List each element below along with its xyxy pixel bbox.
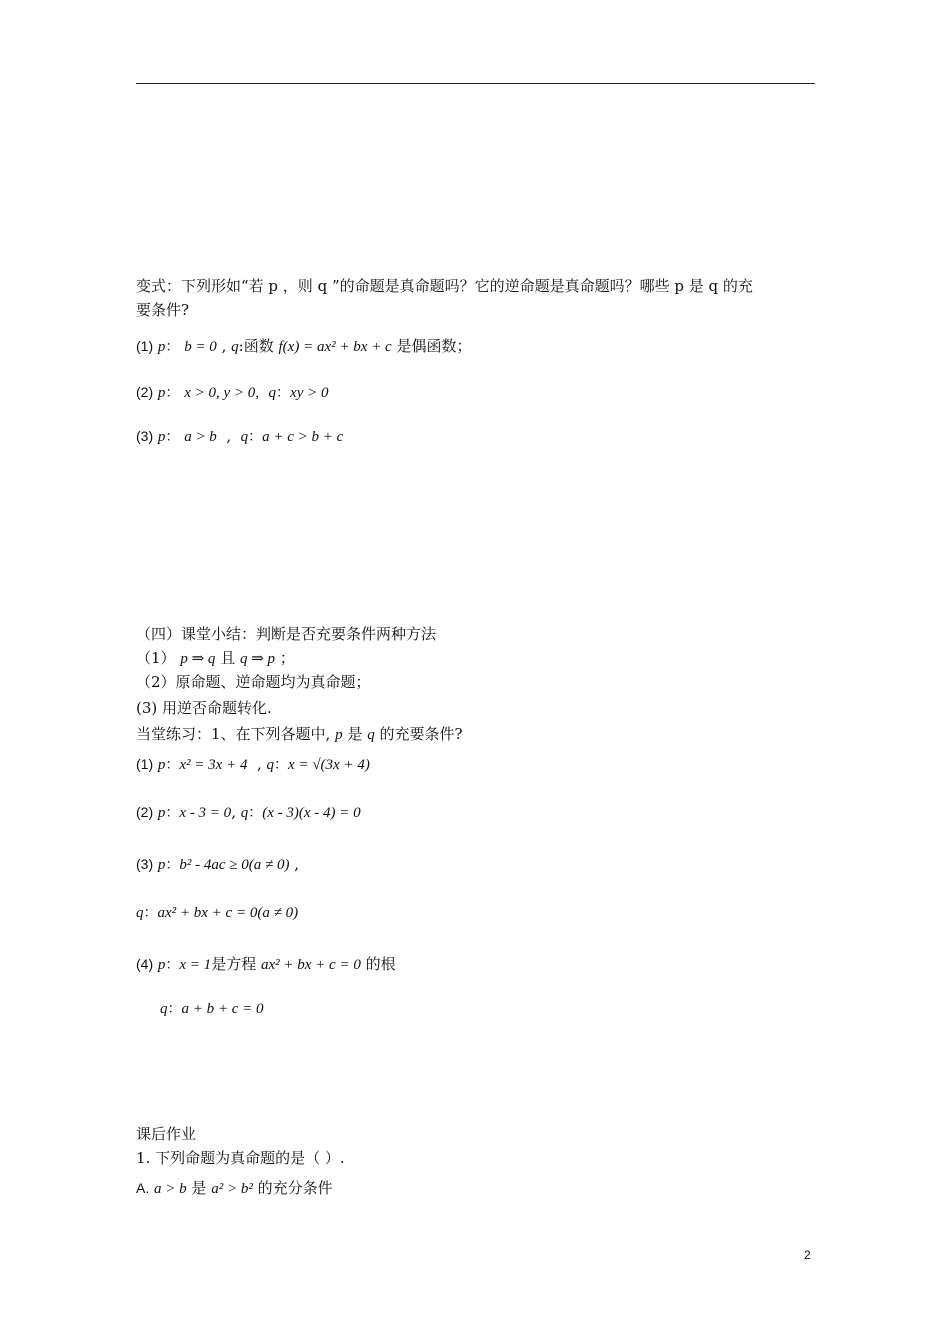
option-a-cond: a > b <box>154 1181 187 1197</box>
summary-title-text: （四）课堂小结：判断是否充要条件两种方法 <box>136 625 437 643</box>
q-condition: a + b + c = 0 <box>181 1001 264 1017</box>
p-symbol: p <box>157 429 166 445</box>
colon: ： <box>165 339 180 355</box>
q-symbol: q <box>240 429 249 445</box>
item-number: (3) <box>136 856 154 872</box>
p-end-text: 的根 <box>365 955 396 973</box>
variant-text-2: 要条件? <box>136 301 190 319</box>
q-symbol: q <box>367 727 375 743</box>
q-condition: ax² + bx + c = 0(a ≠ 0) <box>157 905 299 921</box>
and-word: 且 <box>220 649 236 667</box>
p-condition: x = 1 <box>179 957 212 973</box>
colon: ： <box>248 805 263 821</box>
header-rule <box>136 83 815 84</box>
q-symbol: q <box>266 757 275 773</box>
q-formula: f(x) = ax² + bx + c <box>278 339 392 355</box>
p-symbol: p <box>157 385 166 401</box>
practice-item-3-q <box>136 902 298 923</box>
colon: ： <box>165 857 180 873</box>
item-number: (1) <box>136 756 154 772</box>
item-number: (2) <box>136 804 154 820</box>
p-condition: b² - 4ac ≥ 0(a ≠ 0) <box>179 857 290 873</box>
p-condition: b = 0 <box>184 339 217 355</box>
practice-item-4-q <box>160 998 264 1019</box>
p-condition: a > b <box>184 429 217 445</box>
summary-method-3 <box>136 698 272 718</box>
method-3-text: (3) 用逆否命题转化. <box>136 699 272 717</box>
method-number: （1） <box>136 649 176 667</box>
practice-title-mid: 是 <box>347 725 363 743</box>
colon: ： <box>165 385 180 401</box>
colon: ： <box>165 805 180 821</box>
colon: ： <box>165 429 180 445</box>
summary-method-1 <box>136 648 295 669</box>
p-formula: ax² + bx + c = 0 <box>260 957 361 973</box>
option-a-mid: 是 <box>191 1179 207 1197</box>
practice-item-4 <box>136 954 396 975</box>
colon: ： <box>248 429 263 445</box>
summary-method-2 <box>136 672 371 692</box>
practice-item-2: (2) p：x - 3 = 0, q：(x - 3)(x - 4) = 0 <box>136 803 361 821</box>
variant-item-2 <box>136 382 328 403</box>
colon: ： <box>165 757 180 773</box>
q-symbol: q <box>231 339 239 355</box>
homework-title <box>136 1124 196 1144</box>
q-symbol: q <box>136 905 144 921</box>
colon: ： <box>274 757 289 773</box>
variant-line-1 <box>136 276 753 296</box>
option-a-end: 的充分条件 <box>257 1179 333 1197</box>
q-condition: x = √(3x + 4) <box>288 757 370 773</box>
item-number: (4) <box>136 956 154 972</box>
p-condition: x > 0, y > 0, <box>184 385 259 401</box>
practice-title <box>136 724 463 745</box>
page-number: 2 <box>804 1248 811 1262</box>
item-number: (2) <box>136 384 154 400</box>
colon: ： <box>165 957 180 973</box>
implication-2: q ⇒ p <box>239 651 276 667</box>
q-symbol: q <box>160 1001 168 1017</box>
p-mid-text: 是方程 <box>211 955 257 973</box>
q-condition: (x - 3)(x - 4) = 0 <box>262 805 361 821</box>
practice-title-b: 的充要条件? <box>379 725 463 743</box>
variant-text-1: 变式：下列形如“若 p ，则 q ”的命题是真命题吗？它的逆命题是真命题吗？哪些 p 是 q 的充 <box>136 277 753 295</box>
q-condition: a + c > b + c <box>262 429 344 445</box>
practice-item-3: (3) p：b² - 4ac ≥ 0(a ≠ 0) , <box>136 855 300 873</box>
homework-title-text: 课后作业 <box>136 1125 197 1143</box>
q-prefix: :函数 <box>238 337 274 355</box>
q-suffix: 是偶函数； <box>396 337 472 355</box>
semicolon: ； <box>279 649 295 667</box>
practice-item-1: (1) p：x² = 3x + 4 , q：x = √(3x + 4) <box>136 755 370 773</box>
colon: ： <box>143 905 158 921</box>
method-2-text: （2）原命题、逆命题均为真命题； <box>136 673 371 691</box>
practice-title-a: 当堂练习：1、在下列各题中, <box>136 725 331 743</box>
p-symbol: p <box>157 957 166 973</box>
option-label: A. <box>136 1180 150 1196</box>
p-symbol: p <box>157 339 166 355</box>
q-symbol: q <box>240 805 249 821</box>
colon: ： <box>167 1001 182 1017</box>
p-symbol: p <box>157 805 166 821</box>
homework-question-1 <box>136 1148 345 1168</box>
variant-item-3: (3) p： a > b , q：a + c > b + c <box>136 427 344 445</box>
p-symbol: p <box>157 857 166 873</box>
item-number: (1) <box>136 338 154 354</box>
p-symbol: p <box>335 727 343 743</box>
implication-1: p ⇒ q <box>180 651 216 667</box>
comma: , <box>221 337 227 355</box>
q-condition: xy > 0 <box>290 385 329 401</box>
colon: ： <box>276 385 291 401</box>
option-a-formula: a² > b² <box>211 1181 253 1197</box>
variant-item-1 <box>136 336 471 357</box>
item-number: (3) <box>136 428 154 444</box>
question-1-text: 1. 下列命题为真命题的是（ ）. <box>136 1149 345 1167</box>
variant-line-2 <box>136 300 189 320</box>
p-condition: x² = 3x + 4 <box>179 757 248 773</box>
p-condition: x - 3 = 0 <box>179 805 232 821</box>
summary-title <box>136 624 436 644</box>
homework-option-a <box>136 1178 333 1199</box>
q-symbol: q <box>268 385 277 401</box>
p-symbol: p <box>157 757 166 773</box>
